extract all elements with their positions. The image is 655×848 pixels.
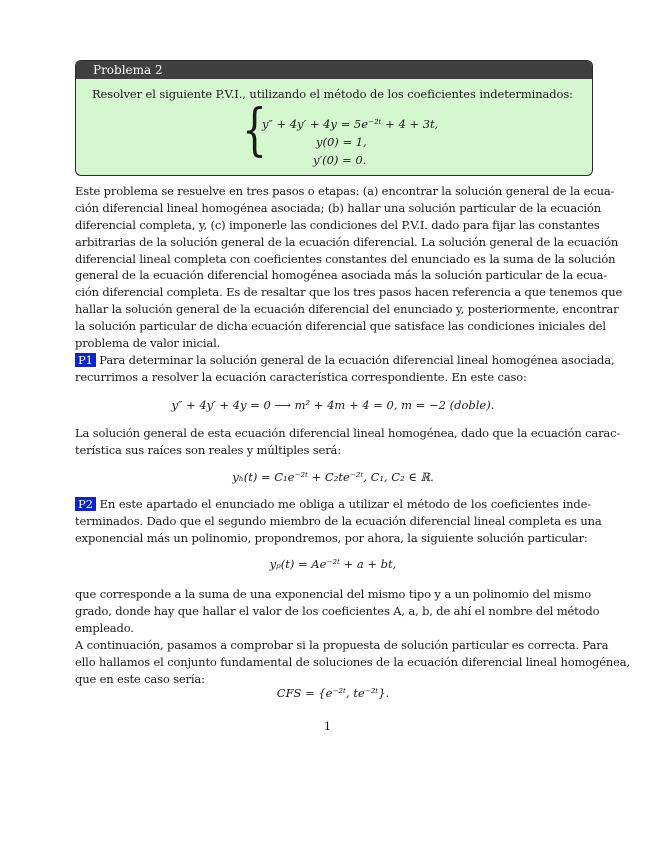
text-line [75,496,591,513]
left-brace-icon: { [242,98,267,163]
text-line: terística sus raíces son reales y múltiples será: [75,442,341,457]
text-line: Este problema se resuelve en tres pasos o etapas: (a) encontrar la solución general de la ecua- [75,184,615,198]
p2-tag: P2 [75,497,96,511]
text-line [75,352,615,369]
ode-equation: y″ + 4y′ + 4y = 5e⁻²ᵗ + 4 + 3t, [262,117,439,131]
text-line: que en este caso sería: [75,671,205,686]
text-line: general de la ecuación diferencial homogénea asociada más la solución particular de la ecua- [75,268,608,283]
text-line: ción diferencial lineal homogénea asociada; (b) hallar una solución particular de la ecuación [75,200,601,215]
problem-title: Problema 2 [76,61,592,79]
general-solution-paragraph [75,425,621,459]
equation-system [242,98,462,169]
text-line: exponencial más un polinomio, propondremos, por ahora, la siguiente solución particular: [75,530,588,545]
p2-text: En este apartado el enunciado me obliga a utilizar el método de los coeficientes inde- [95,497,591,511]
after-particular-paragraph [75,586,600,637]
text-line: A continuación, pasamos a comprobar si la propuesta de solución particular es correcta. Para [75,638,609,652]
text-line: La solución general de esta ecuación diferencial lineal homogénea, dado que la ecuación carac- [75,426,621,440]
text-line: terminados. Dado que el segundo miembro de la ecuación diferencial lineal completa es una [75,513,602,528]
p2-paragraph [75,496,602,547]
text-line: diferencial completa, y, (c) imponerle las condiciones del P.V.I. dado para fijar las constantes [75,217,600,232]
text-line: ción diferencial completa. Es de resaltar que los tres pasos hacen referencia a que tenemos que [75,285,623,300]
initial-condition-dy: y′(0) = 0. [313,153,367,167]
text-line: empleado. [75,620,134,635]
particular-solution: yₚ(t) = Ae⁻²ᵗ + a + bt, [269,557,397,571]
initial-condition-y: y(0) = 1, [316,135,367,149]
text-line: hallar la solución general de la ecuación diferencial del enunciado y, posteriormente, encontrar [75,302,619,317]
fundamental-set-equation: CFS = {e⁻²ᵗ, te⁻²ᵗ}. [276,686,390,700]
p1-tag: P1 [75,353,96,367]
characteristic-equation: y″ + 4y′ + 4y = 0 ⟶ m² + 4m + 4 = 0, m = −2 (doble). [171,398,495,412]
text-line: problema de valor inicial. [75,336,221,351]
text-line: grado, donde hay que hallar el valor de los coeficientes A, a, b, de ahí el nombre del método [75,603,600,618]
page-number: 1 [323,719,332,733]
intro-paragraph [75,183,623,352]
text-line: que corresponde a la suma de una exponencial del mismo tipo y a un polinomio del mismo [75,587,591,601]
problem-statement: Resolver el siguiente P.V.I., utilizando el método de los coeficientes indeterminados: [92,87,573,101]
p1-paragraph [75,352,615,386]
text-line: diferencial lineal completa con coeficientes constantes del enunciado es la suma de la solución [75,251,616,266]
text-line: recurrimos a resolver la ecuación característica correspondiente. En este caso: [75,369,527,384]
problem-box [75,60,593,176]
fundamental-set-paragraph [75,637,631,688]
p1-text: Para determinar la solución general de la ecuación diferencial lineal homogénea asociada, [95,353,615,367]
text-line: la solución particular de dicha ecuación diferencial que satisface las condiciones iniciales del [75,319,606,334]
text-line: ello hallamos el conjunto fundamental de soluciones de la ecuación diferencial lineal homogénea, [75,654,631,669]
text-line: arbitrarias de la solución general de la ecuación diferencial. La solución general de la ecuación [75,234,619,249]
homogeneous-solution: yₕ(t) = C₁e⁻²ᵗ + C₂te⁻²ᵗ, C₁, C₂ ∈ ℝ. [232,470,434,484]
